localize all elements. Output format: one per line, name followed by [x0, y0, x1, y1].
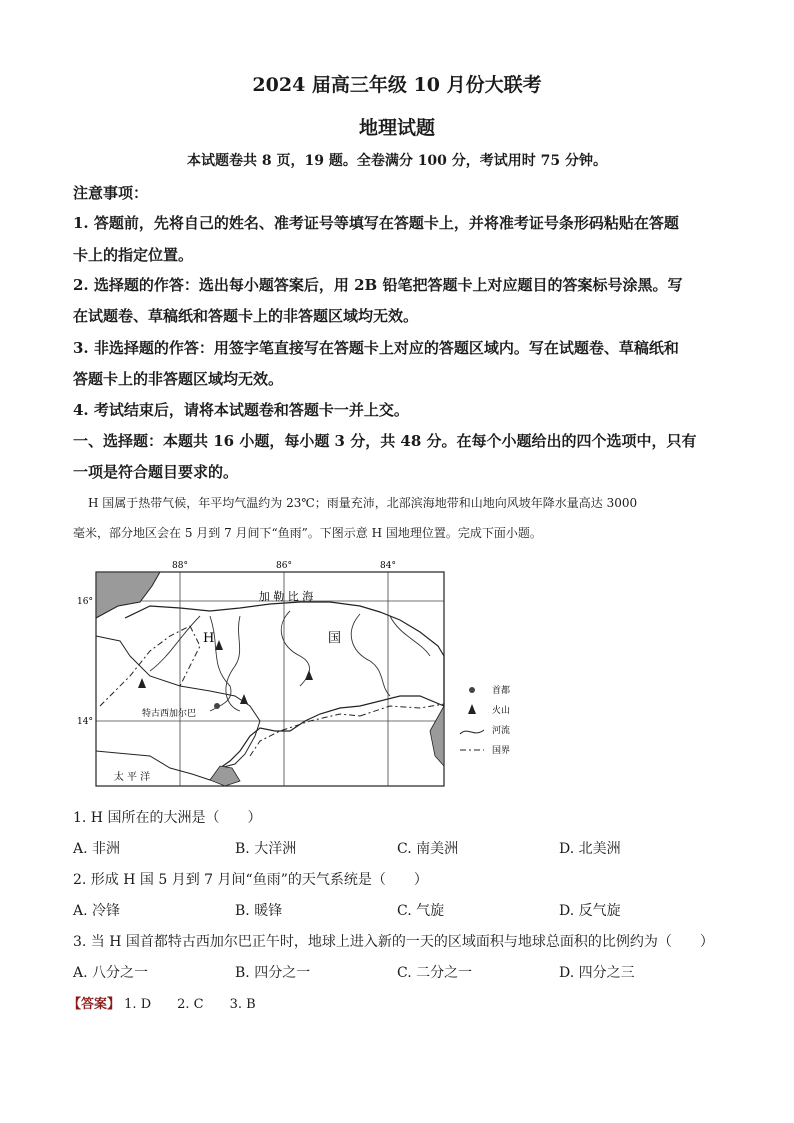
country-label-guo: 国 — [328, 631, 342, 646]
volcano-icon — [240, 694, 248, 704]
answer-tag: 【答案】 — [68, 997, 121, 1012]
legend-border-label: 国界 — [492, 746, 511, 756]
question-1-option-b[interactable]: B. 大洋洲 — [235, 841, 297, 857]
lon-label-84: 84° — [380, 561, 396, 571]
section-1-line-2: 一项是符合题目要求的。 — [73, 463, 239, 481]
note-1-line-1: 1. 答题前，先将自己的姓名、准考证号等填写在答题卡上，并将准考证号条形码粘贴在答题 — [73, 214, 679, 232]
question-3-option-b[interactable]: B. 四分之一 — [235, 965, 311, 981]
question-2-option-d[interactable]: D. 反气旋 — [559, 903, 621, 919]
map-legend — [460, 684, 510, 756]
answer-line — [68, 993, 256, 1012]
question-2-option-a[interactable]: A. 冷锋 — [73, 903, 121, 919]
question-1-stem: 1. H 国所在的大洲是（ ） — [73, 810, 262, 826]
caribbean-sea-label: 加 勒 比 海 — [258, 590, 314, 603]
capital-label: 特古西加尔巴 — [142, 709, 197, 719]
question-3-option-d[interactable]: D. 四分之三 — [559, 965, 635, 981]
capital-dot-icon — [214, 703, 220, 709]
honduras-map — [60, 556, 540, 791]
lat-label-14: 14° — [77, 717, 93, 727]
question-2-option-c[interactable]: C. 气旋 — [397, 903, 445, 919]
exam-title: 2024 届高三年级 10 月份大联考 — [252, 74, 542, 96]
subject-title: 地理试题 — [358, 117, 435, 139]
land-nicaragua-coast — [430, 706, 444, 766]
pacific-ocean-label: 太 平 洋 — [113, 772, 151, 783]
question-2-stem: 2. 形成 H 国 5 月到 7 月间“鱼雨”的天气系统是（ ） — [73, 872, 428, 888]
legend-capital-icon — [469, 687, 475, 693]
land-gulf-fonseca — [210, 766, 240, 786]
legend-capital-label: 首都 — [492, 686, 511, 696]
legend-river-label: 河流 — [492, 726, 511, 736]
section-1-line-1: 一、选择题：本题共 16 小题，每小题 3 分，共 48 分。在每个小题给出的四个选项中，只有 — [73, 432, 697, 450]
question-3-option-c[interactable]: C. 二分之一 — [397, 965, 473, 981]
volcano-icon — [138, 678, 146, 688]
lat-label-16: 16° — [77, 597, 93, 607]
coastline-honduras — [125, 602, 444, 768]
question-3-stem: 3. 当 H 国首都特古西加尔巴正午时，地球上进入新的一天的区域面积与地球总面积的比例约为（ ） — [73, 934, 714, 950]
note-1-line-2: 卡上的指定位置。 — [73, 246, 194, 264]
question-1-option-d[interactable]: D. 北美洲 — [559, 841, 621, 857]
note-4: 4. 考试结束后，请将本试题卷和答题卡一并上交。 — [73, 401, 409, 419]
note-3-line-1: 3. 非选择题的作答：用签字笔直接写在答题卡上对应的答题区域内。写在试题卷、草稿纸和 — [73, 339, 679, 357]
legend-volcano-icon — [468, 704, 476, 714]
material-line-2: 毫米，部分地区会在 5 月到 7 月间下“鱼雨”。下图示意 H 国地理位置。完成下面小题。 — [73, 526, 542, 540]
answer-text: 1. D 2. C 3. B — [124, 997, 256, 1012]
notes-heading: 注意事项： — [73, 184, 149, 202]
volcano-icon — [215, 640, 223, 650]
paper-info: 本试题卷共 8 页，19 题。全卷满分 100 分，考试用时 75 分钟。 — [186, 153, 608, 169]
lon-label-86: 86° — [276, 561, 292, 571]
material-line-1: H 国属于热带气候，年平均气温约为 23℃；雨量充沛，北部滨海地带和山地向风坡年降水量高达 3000 — [88, 496, 638, 510]
country-label-h: H — [203, 631, 215, 646]
question-3-option-a[interactable]: A. 八分之一 — [73, 965, 149, 981]
lon-label-88: 88° — [172, 561, 188, 571]
legend-volcano-label: 火山 — [492, 706, 511, 716]
coastline-west — [96, 636, 260, 780]
question-1-option-a[interactable]: A. 非洲 — [73, 841, 121, 857]
question-1-option-c[interactable]: C. 南美洲 — [397, 841, 459, 857]
question-2-option-b[interactable]: B. 暖锋 — [235, 903, 283, 919]
note-3-line-2: 答题卡上的非答题区域均无效。 — [73, 370, 284, 388]
note-2-line-2: 在试题卷、草稿纸和答题卡上的非答题区域均无效。 — [73, 307, 419, 325]
volcano-icon — [305, 670, 313, 680]
note-2-line-1: 2. 选择题的作答：选出每小题答案后，用 2B 铅笔把答题卡上对应题目的答案标号涂黑。写 — [73, 276, 683, 294]
country-borders — [100, 626, 444, 756]
legend-river-icon — [460, 730, 484, 734]
land-guatemala-belize — [96, 572, 160, 618]
